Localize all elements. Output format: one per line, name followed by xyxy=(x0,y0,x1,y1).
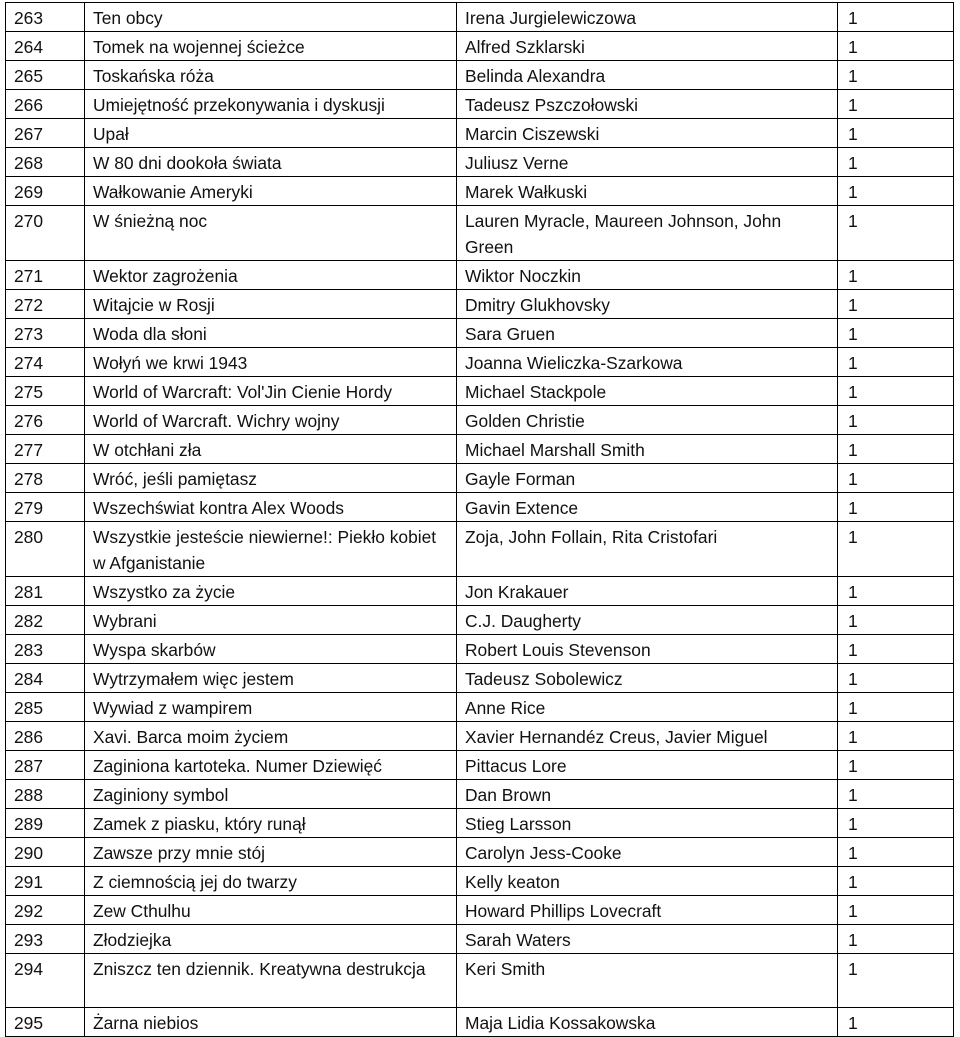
book-author-cell: Juliusz Verne xyxy=(457,148,838,177)
book-title-cell: W 80 dni dookoła świata xyxy=(85,148,457,177)
table-row xyxy=(6,435,954,464)
table-row xyxy=(6,896,954,925)
table-row xyxy=(6,664,954,693)
row-number-cell: 283 xyxy=(6,635,85,664)
book-title-cell: Toskańska róża xyxy=(85,61,457,90)
book-author-cell: Dan Brown xyxy=(457,780,838,809)
table-row xyxy=(6,1008,954,1037)
book-title-cell: Zaginiony symbol xyxy=(85,780,457,809)
quantity-cell: 1 xyxy=(838,925,954,954)
book-author-cell: Michael Stackpole xyxy=(457,377,838,406)
table-row xyxy=(6,119,954,148)
book-author-cell: Joanna Wieliczka-Szarkowa xyxy=(457,348,838,377)
row-number-cell: 282 xyxy=(6,606,85,635)
book-title-cell: Zniszcz ten dziennik. Kreatywna destrukcja xyxy=(85,954,457,1008)
book-author-cell: Gavin Extence xyxy=(457,493,838,522)
book-author-cell: Dmitry Glukhovsky xyxy=(457,290,838,319)
row-number-cell: 273 xyxy=(6,319,85,348)
table-row xyxy=(6,90,954,119)
book-title-cell: W śnieżną noc xyxy=(85,206,457,261)
book-title-cell: W otchłani zła xyxy=(85,435,457,464)
quantity-cell: 1 xyxy=(838,954,954,1008)
row-number-cell: 267 xyxy=(6,119,85,148)
quantity-cell: 1 xyxy=(838,867,954,896)
table-row xyxy=(6,606,954,635)
quantity-cell: 1 xyxy=(838,119,954,148)
book-author-cell: Xavier Hernandéz Creus, Javier Miguel xyxy=(457,722,838,751)
book-author-cell: Wiktor Noczkin xyxy=(457,261,838,290)
table-row xyxy=(6,348,954,377)
quantity-cell: 1 xyxy=(838,896,954,925)
book-author-cell: Kelly keaton xyxy=(457,867,838,896)
book-title-cell: Wróć, jeśli pamiętasz xyxy=(85,464,457,493)
quantity-cell: 1 xyxy=(838,177,954,206)
table-row xyxy=(6,693,954,722)
quantity-cell: 1 xyxy=(838,3,954,32)
quantity-cell: 1 xyxy=(838,61,954,90)
book-author-cell: Tadeusz Pszczołowski xyxy=(457,90,838,119)
quantity-cell: 1 xyxy=(838,90,954,119)
table-row xyxy=(6,61,954,90)
book-title-cell: Wszechświat kontra Alex Woods xyxy=(85,493,457,522)
quantity-cell: 1 xyxy=(838,664,954,693)
book-title-cell: Zawsze przy mnie stój xyxy=(85,838,457,867)
book-title-cell: World of Warcraft. Wichry wojny xyxy=(85,406,457,435)
book-author-cell: Jon Krakauer xyxy=(457,577,838,606)
row-number-cell: 265 xyxy=(6,61,85,90)
table-row xyxy=(6,780,954,809)
quantity-cell: 1 xyxy=(838,406,954,435)
book-title-cell: Wytrzymałem więc jestem xyxy=(85,664,457,693)
table-row xyxy=(6,3,954,32)
table-row xyxy=(6,148,954,177)
quantity-cell: 1 xyxy=(838,522,954,577)
row-number-cell: 278 xyxy=(6,464,85,493)
book-author-cell: Gayle Forman xyxy=(457,464,838,493)
table-row xyxy=(6,177,954,206)
row-number-cell: 271 xyxy=(6,261,85,290)
table-row xyxy=(6,206,954,261)
book-author-cell: Carolyn Jess-Cooke xyxy=(457,838,838,867)
book-title-cell: Woda dla słoni xyxy=(85,319,457,348)
quantity-cell: 1 xyxy=(838,751,954,780)
table-row xyxy=(6,493,954,522)
book-author-cell: Belinda Alexandra xyxy=(457,61,838,90)
quantity-cell: 1 xyxy=(838,809,954,838)
row-number-cell: 264 xyxy=(6,32,85,61)
table-row xyxy=(6,635,954,664)
book-title-cell: Zaginiona kartoteka. Numer Dziewięć xyxy=(85,751,457,780)
row-number-cell: 286 xyxy=(6,722,85,751)
quantity-cell: 1 xyxy=(838,206,954,261)
table-row xyxy=(6,722,954,751)
quantity-cell: 1 xyxy=(838,464,954,493)
book-author-cell: Michael Marshall Smith xyxy=(457,435,838,464)
table-row xyxy=(6,406,954,435)
book-title-cell: Wyspa skarbów xyxy=(85,635,457,664)
row-number-cell: 281 xyxy=(6,577,85,606)
table-row xyxy=(6,32,954,61)
row-number-cell: 284 xyxy=(6,664,85,693)
quantity-cell: 1 xyxy=(838,693,954,722)
table-row xyxy=(6,319,954,348)
quantity-cell: 1 xyxy=(838,348,954,377)
row-number-cell: 294 xyxy=(6,954,85,1008)
quantity-cell: 1 xyxy=(838,32,954,61)
row-number-cell: 280 xyxy=(6,522,85,577)
quantity-cell: 1 xyxy=(838,148,954,177)
book-author-cell: Sarah Waters xyxy=(457,925,838,954)
table-row xyxy=(6,261,954,290)
row-number-cell: 275 xyxy=(6,377,85,406)
book-author-cell: Marcin Ciszewski xyxy=(457,119,838,148)
quantity-cell: 1 xyxy=(838,493,954,522)
row-number-cell: 288 xyxy=(6,780,85,809)
book-title-cell: Xavi. Barca moim życiem xyxy=(85,722,457,751)
row-number-cell: 293 xyxy=(6,925,85,954)
quantity-cell: 1 xyxy=(838,722,954,751)
row-number-cell: 268 xyxy=(6,148,85,177)
book-title-cell: Umiejętność przekonywania i dyskusji xyxy=(85,90,457,119)
book-title-cell: Wybrani xyxy=(85,606,457,635)
book-author-cell: Alfred Szklarski xyxy=(457,32,838,61)
book-title-cell: Zew Cthulhu xyxy=(85,896,457,925)
book-list-table xyxy=(5,2,954,1037)
quantity-cell: 1 xyxy=(838,1008,954,1037)
book-author-cell: Zoja, John Follain, Rita Cristofari xyxy=(457,522,838,577)
book-author-cell: Robert Louis Stevenson xyxy=(457,635,838,664)
row-number-cell: 269 xyxy=(6,177,85,206)
book-title-cell: Zamek z piasku, który runął xyxy=(85,809,457,838)
book-title-cell: Wałkowanie Ameryki xyxy=(85,177,457,206)
quantity-cell: 1 xyxy=(838,319,954,348)
row-number-cell: 285 xyxy=(6,693,85,722)
book-author-cell: Maja Lidia Kossakowska xyxy=(457,1008,838,1037)
table-row xyxy=(6,577,954,606)
book-title-cell: Witajcie w Rosji xyxy=(85,290,457,319)
row-number-cell: 279 xyxy=(6,493,85,522)
book-title-cell: World of Warcraft: Vol'Jin Cienie Hordy xyxy=(85,377,457,406)
table-row xyxy=(6,867,954,896)
book-title-cell: Tomek na wojennej ścieżce xyxy=(85,32,457,61)
row-number-cell: 291 xyxy=(6,867,85,896)
book-author-cell: Pittacus Lore xyxy=(457,751,838,780)
row-number-cell: 289 xyxy=(6,809,85,838)
quantity-cell: 1 xyxy=(838,606,954,635)
book-title-cell: Wektor zagrożenia xyxy=(85,261,457,290)
table-row xyxy=(6,377,954,406)
row-number-cell: 290 xyxy=(6,838,85,867)
row-number-cell: 276 xyxy=(6,406,85,435)
row-number-cell: 287 xyxy=(6,751,85,780)
book-title-cell: Z ciemnością jej do twarzy xyxy=(85,867,457,896)
quantity-cell: 1 xyxy=(838,261,954,290)
book-author-cell: C.J. Daugherty xyxy=(457,606,838,635)
row-number-cell: 263 xyxy=(6,3,85,32)
book-author-cell: Keri Smith xyxy=(457,954,838,1008)
book-author-cell: Marek Wałkuski xyxy=(457,177,838,206)
book-title-cell: Upał xyxy=(85,119,457,148)
row-number-cell: 292 xyxy=(6,896,85,925)
quantity-cell: 1 xyxy=(838,780,954,809)
book-author-cell: Golden Christie xyxy=(457,406,838,435)
book-author-cell: Stieg Larsson xyxy=(457,809,838,838)
table-row xyxy=(6,925,954,954)
row-number-cell: 274 xyxy=(6,348,85,377)
row-number-cell: 270 xyxy=(6,206,85,261)
table-row xyxy=(6,290,954,319)
table-row xyxy=(6,751,954,780)
table-row xyxy=(6,464,954,493)
quantity-cell: 1 xyxy=(838,435,954,464)
book-title-cell: Wszystkie jesteście niewierne!: Piekło kobiet w Afganistanie xyxy=(85,522,457,577)
book-author-cell: Anne Rice xyxy=(457,693,838,722)
book-title-cell: Wołyń we krwi 1943 xyxy=(85,348,457,377)
table-row xyxy=(6,954,954,1008)
row-number-cell: 295 xyxy=(6,1008,85,1037)
book-author-cell: Tadeusz Sobolewicz xyxy=(457,664,838,693)
book-title-cell: Ten obcy xyxy=(85,3,457,32)
book-title-cell: Żarna niebios xyxy=(85,1008,457,1037)
book-author-cell: Sara Gruen xyxy=(457,319,838,348)
book-list-body xyxy=(6,3,954,1037)
book-title-cell: Wszystko za życie xyxy=(85,577,457,606)
book-title-cell: Złodziejka xyxy=(85,925,457,954)
quantity-cell: 1 xyxy=(838,635,954,664)
quantity-cell: 1 xyxy=(838,838,954,867)
book-author-cell: Howard Phillips Lovecraft xyxy=(457,896,838,925)
book-author-cell: Irena Jurgielewiczowa xyxy=(457,3,838,32)
book-title-cell: Wywiad z wampirem xyxy=(85,693,457,722)
quantity-cell: 1 xyxy=(838,290,954,319)
row-number-cell: 266 xyxy=(6,90,85,119)
row-number-cell: 277 xyxy=(6,435,85,464)
table-row xyxy=(6,838,954,867)
row-number-cell: 272 xyxy=(6,290,85,319)
table-row xyxy=(6,522,954,577)
book-author-cell: Lauren Myracle, Maureen Johnson, John Green xyxy=(457,206,838,261)
quantity-cell: 1 xyxy=(838,377,954,406)
table-row xyxy=(6,809,954,838)
quantity-cell: 1 xyxy=(838,577,954,606)
